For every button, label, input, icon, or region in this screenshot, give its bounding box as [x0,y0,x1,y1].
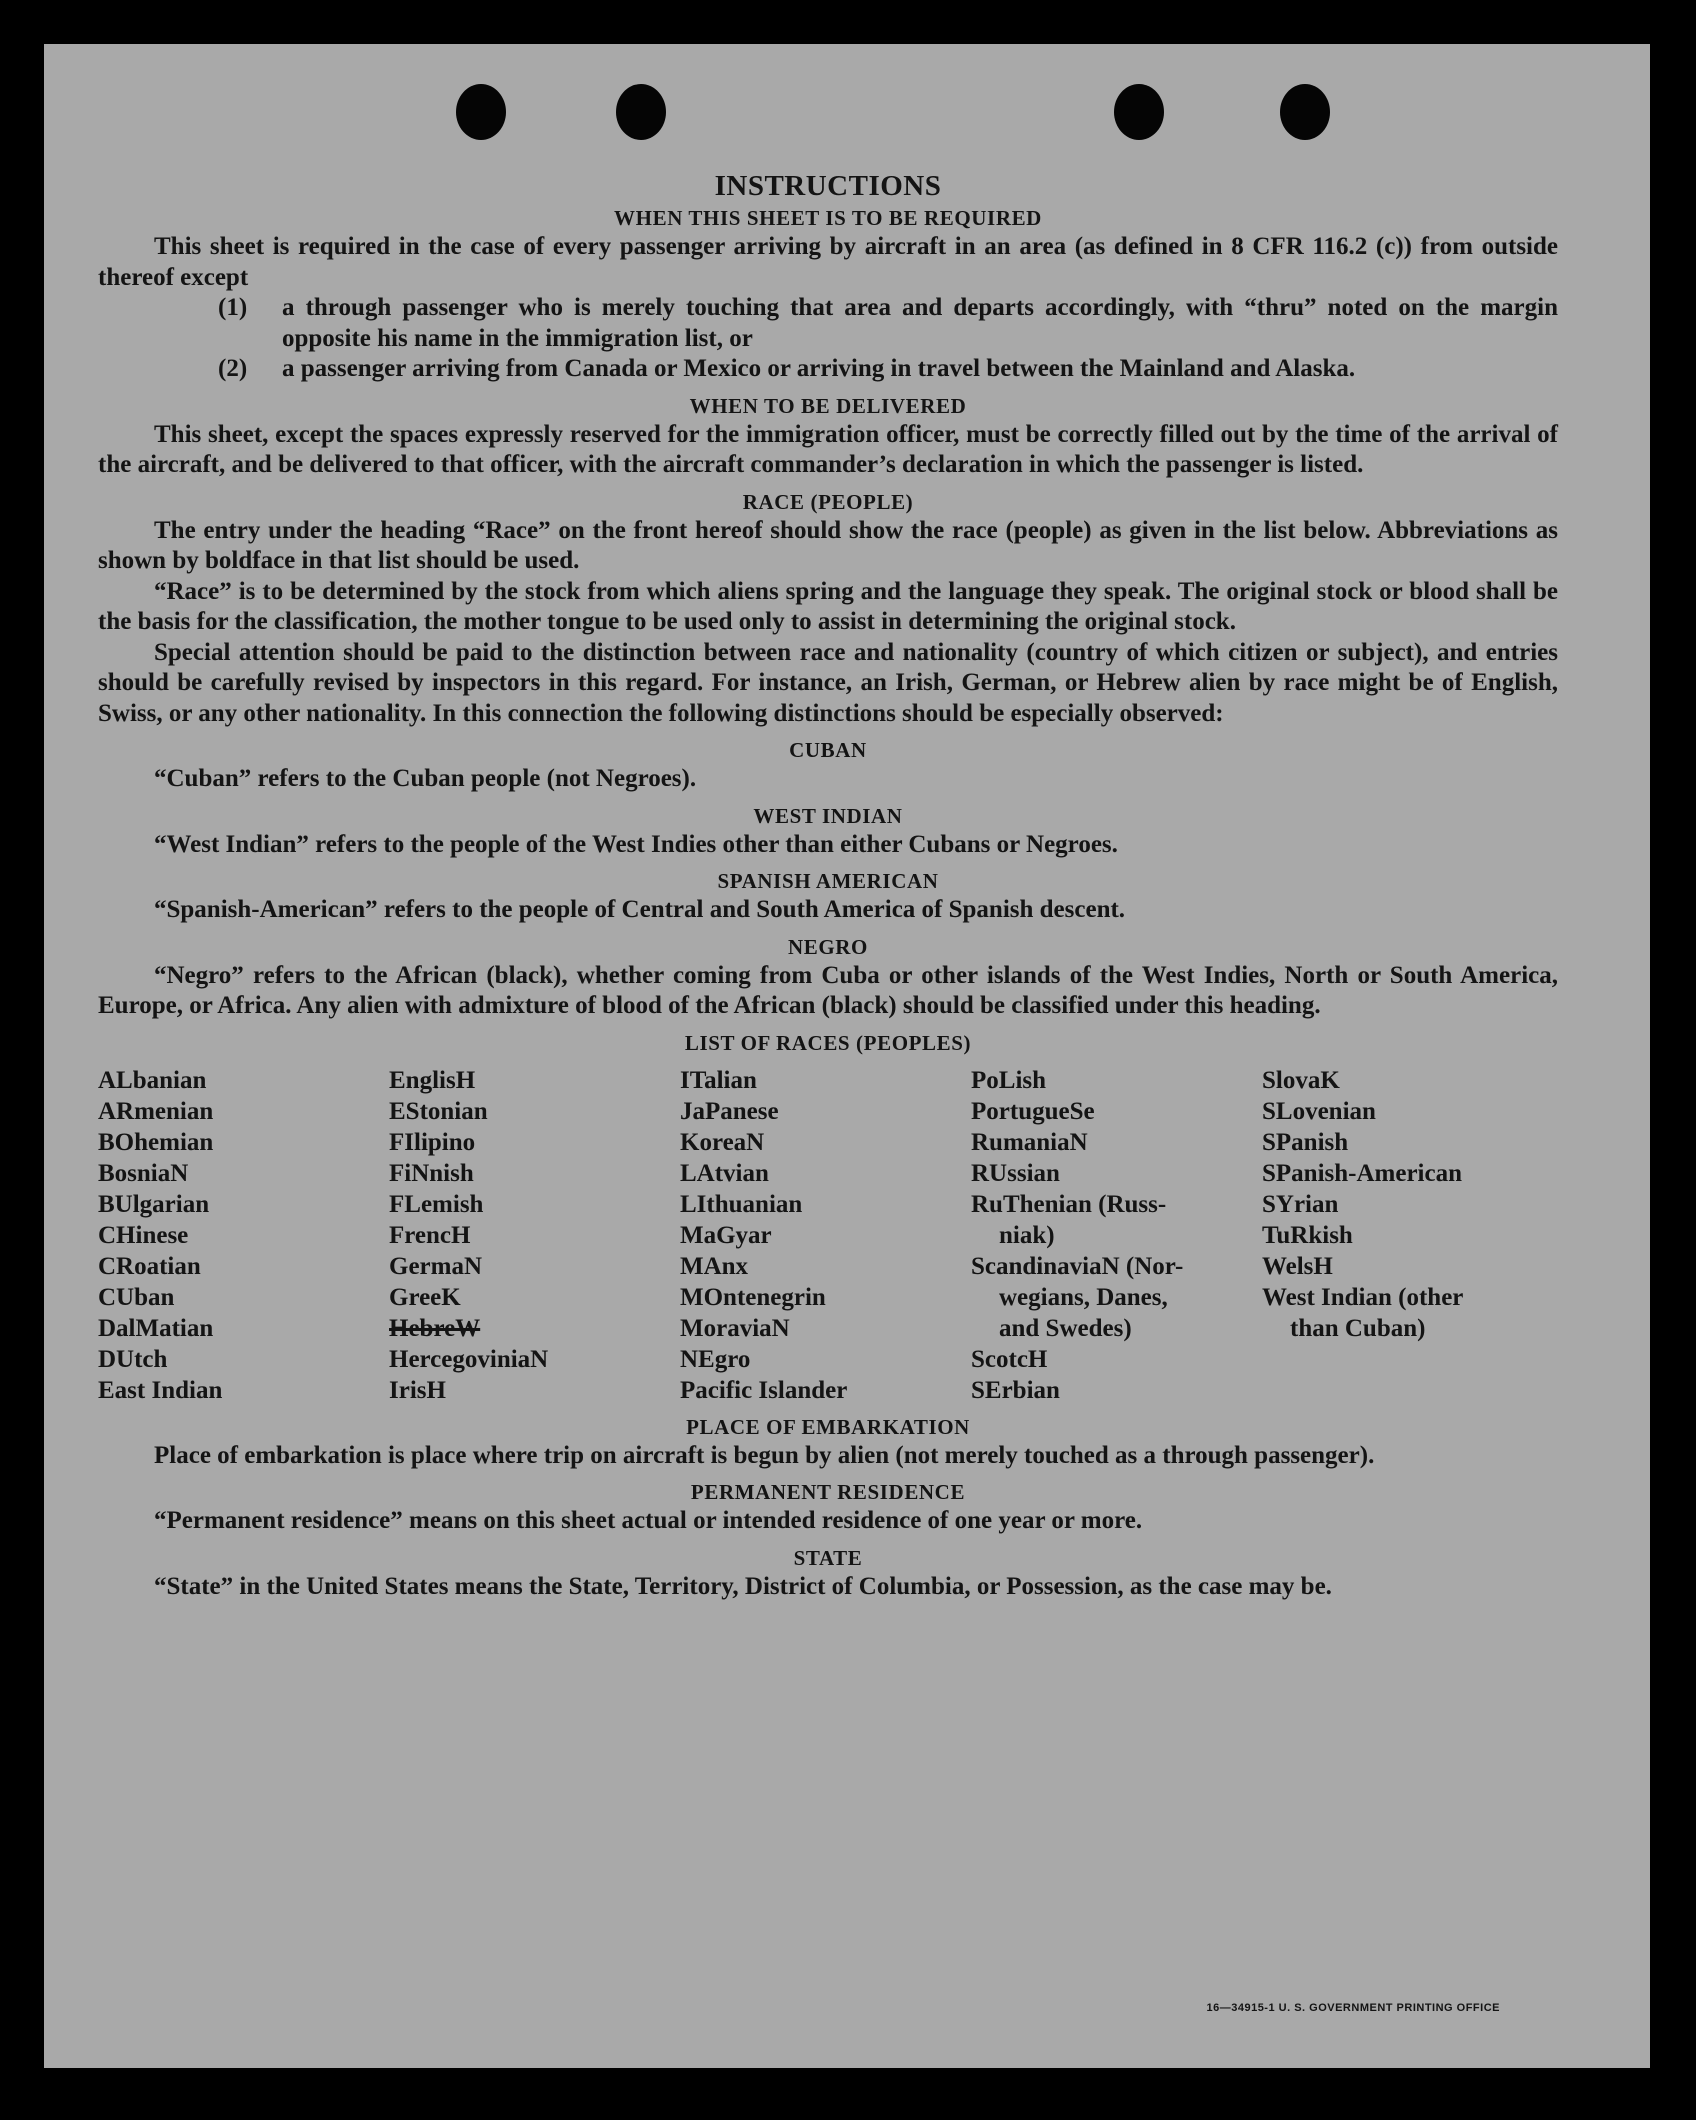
race-entry: JaPanese [680,1097,779,1125]
race-column-1 [98,1065,389,1406]
race-entry: EStonian [389,1097,488,1125]
printing-office-code: 16—34915-1 U. S. GOVERNMENT PRINTING OFFICE [1206,2002,1500,2014]
race-entry: SPanish [1262,1128,1349,1156]
race-entry: SlovaK [1262,1066,1340,1094]
race-entry: NEgro [680,1345,751,1373]
document-sheet [44,44,1650,2068]
spanish-american-text: “Spanish-American” refers to the people of Central and South America of Spanish descent. [154,896,1126,923]
heading-race: RACE (PEOPLE) [742,489,914,514]
race-entry: PoLish [971,1066,1047,1094]
heading-cuban: CUBAN [789,738,867,762]
race-entry-continued: than Cuban) [1290,1314,1426,1342]
race-entry: East Indian [98,1376,223,1404]
race-entry: KoreaN [680,1128,765,1156]
punch-hole [456,84,506,140]
delivered-text: This sheet, except the spaces expressly reserved for the immigration officer, must be correctly filled out by the time of the arrival of the aircraft, and be delivered to that officer, with the aircraft commander’s declaration in which the passenger is listed. [98,420,1558,478]
race-entry: ALbanian [98,1066,207,1094]
race-entry: RuThenian (Russ- [971,1190,1167,1218]
race-paragraph-2: “Race” is to be determined by the stock from which aliens spring and the language they speak. The original stock or blood shall be the basis for the classification, the mother tongue to be used only to assist in determining the original stock. [98,577,1558,635]
race-entry-continued: niak) [999,1221,1055,1249]
race-entry: WelsH [1262,1252,1333,1280]
race-entry: DUtch [98,1345,168,1373]
race-entry: FLemish [389,1190,484,1218]
race-entry: LIthuanian [680,1190,803,1218]
race-entry: MOntenegrin [680,1283,826,1311]
heading-embarkation: PLACE OF EMBARKATION [686,1414,970,1439]
race-entry: SYrian [1262,1190,1339,1218]
required-intro: This sheet is required in the case of every passenger arriving by aircraft in an area (as defined in 8 CFR 116.2 (c)) from outside thereof except [98,233,1558,291]
race-entry: DalMatian [98,1314,214,1342]
race-entry: RUssian [971,1159,1060,1187]
exception-number: (1) [218,294,248,321]
race-entry: GermaN [389,1252,483,1280]
heading-list-of-races: LIST OF RACES (PEOPLES) [684,1030,972,1055]
exception-text: a through passenger who is merely touching that area and departs accordingly, with “thru” noted on the margin opposite his name in the immigration list, or [282,294,1558,352]
race-entry: PortugueSe [971,1097,1095,1125]
race-entry-struck: HebreW [389,1314,481,1342]
embarkation-text: Place of embarkation is place where trip on aircraft is begun by alien (not merely touched as a through passenger). [154,1441,1375,1469]
race-entry: BOhemian [98,1128,214,1156]
negro-text: “Negro” refers to the African (black), whether coming from Cuba or other islands of the West Indies, North or South America, Europe, or Africa. Any alien with admixture of blood of the African (black) should be classified under this heading. [98,961,1558,1019]
heading-spanish-american: SPANISH AMERICAN [717,869,939,893]
race-entry: CUban [98,1283,175,1311]
race-entry: Pacific Islander [680,1376,848,1404]
race-entry-continued: wegians, Danes, [999,1283,1168,1311]
race-entry: CRoatian [98,1252,201,1280]
race-entry: FrencH [389,1221,471,1249]
punch-hole [1114,84,1164,140]
race-entry: MoraviaN [680,1314,790,1342]
exception-number: (2) [218,355,248,382]
race-entry: West Indian (other [1262,1283,1464,1311]
race-column-4 [971,1065,1262,1406]
race-entry: SErbian [971,1376,1060,1404]
race-entry: FiNnish [389,1159,474,1187]
race-entry: LAtvian [680,1159,769,1187]
heading-when-required: WHEN THIS SHEET IS TO BE REQUIRED [614,206,1042,230]
cuban-text: “Cuban” refers to the Cuban people (not Negroes). [154,765,697,792]
race-column-2 [389,1065,680,1406]
race-list [98,1065,1558,1406]
race-entry: SPanish-American [1262,1159,1462,1187]
heading-negro: NEGRO [787,934,868,959]
punch-hole [616,84,666,140]
race-entry: ITalian [680,1066,757,1094]
exception-item [98,354,1558,385]
race-entry: IrisH [389,1376,446,1404]
race-entry-continued: and Swedes) [999,1314,1132,1342]
west-indian-text: “West Indian” refers to the people of the West Indies other than either Cubans or Negroes. [154,830,1118,858]
race-paragraph-3: Special attention should be paid to the distinction between race and nationality (country of which citizen or subject), and entries should be carefully revised by inspectors in this regard. For instance, an Irish, German, or Hebrew alien by race might be of English, Swiss, or any other nationality. In this connection the following distinctions should be especially observed: [98,638,1558,727]
race-entry: MaGyar [680,1221,772,1249]
race-entry: BosniaN [98,1159,189,1187]
instructions-body [98,168,1558,1602]
heading-state: STATE [793,1545,863,1570]
race-entry: BUlgarian [98,1190,210,1218]
race-entry: MAnx [680,1252,749,1280]
heading-permanent-residence: PERMANENT RESIDENCE [690,1480,966,1504]
heading-when-delivered: WHEN TO BE DELIVERED [689,393,967,418]
race-paragraph-1: The entry under the heading “Race” on the front hereof should show the race (people) as given in the list below. Abbreviations as shown by boldface in that list should be used. [98,516,1558,574]
exception-text: a passenger arriving from Canada or Mexico or arriving in travel between the Mainland and Alaska. [282,355,1356,382]
punch-hole [1280,84,1330,140]
race-entry: ARmenian [98,1097,214,1125]
race-entry: GreeK [389,1283,461,1311]
permanent-residence-text: “Permanent residence” means on this sheet actual or intended residence of one year or more. [154,1507,1143,1534]
race-entry: RumaniaN [971,1128,1088,1156]
race-column-3 [680,1065,971,1406]
heading-west-indian: WEST INDIAN [753,803,903,828]
race-entry: ScotcH [971,1345,1048,1373]
race-entry: EnglisH [389,1066,476,1094]
page-title: INSTRUCTIONS [714,170,942,202]
state-text: “State” in the United States means the State, Territory, District of Columbia, or Possession, as the case may be. [154,1572,1332,1600]
race-entry: ScandinaviaN (Nor- [971,1252,1184,1280]
race-entry: FIlipino [389,1128,476,1156]
race-column-5 [1262,1065,1553,1406]
race-entry: SLovenian [1262,1097,1376,1125]
exception-item [98,293,1558,354]
race-entry: TuRkish [1262,1221,1353,1249]
race-entry: HercegoviniaN [389,1345,549,1373]
race-entry: CHinese [98,1221,189,1249]
